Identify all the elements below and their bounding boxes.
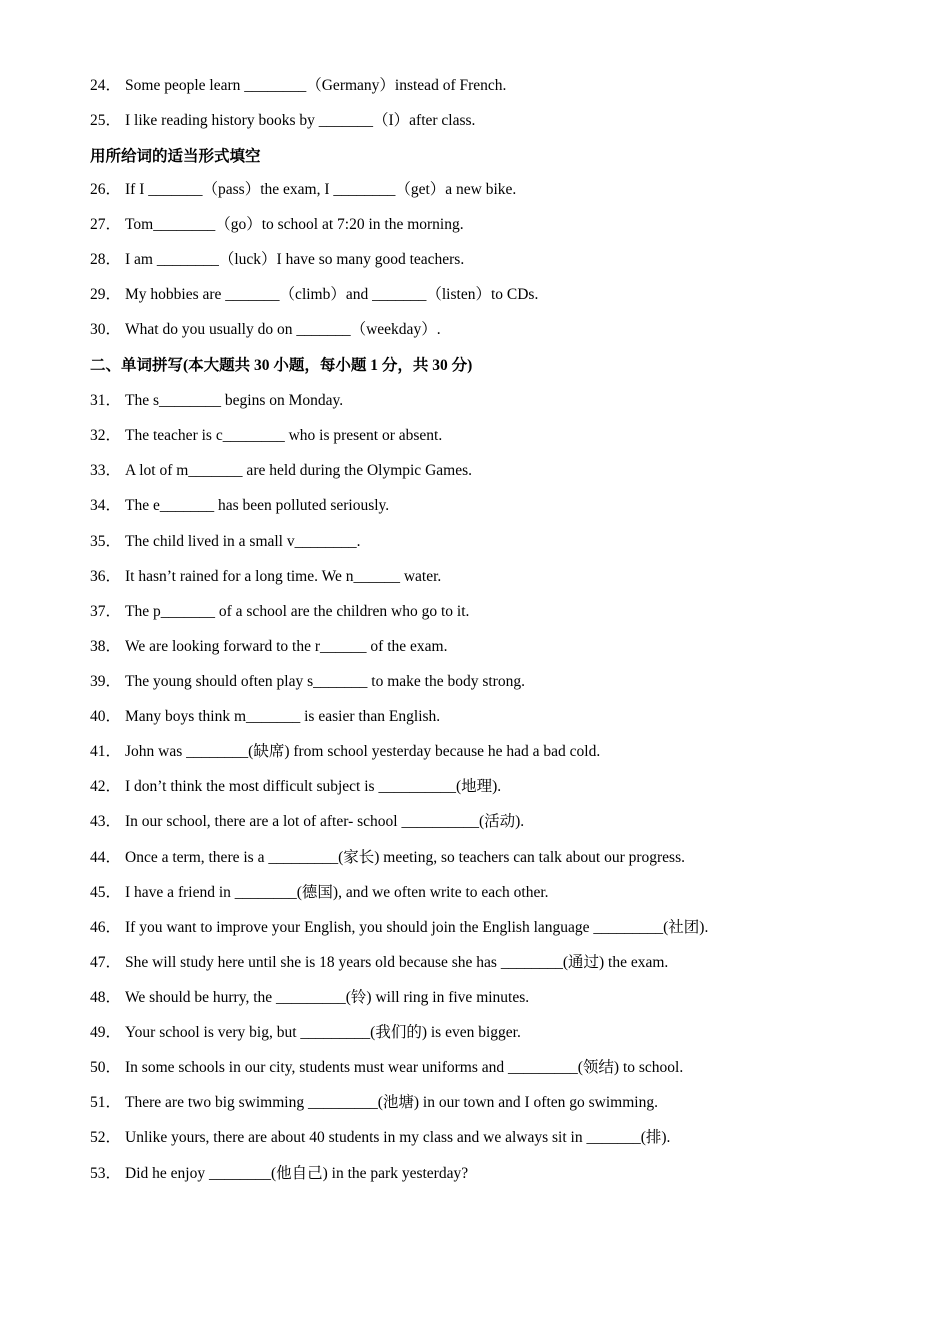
question-number: 25． — [90, 112, 122, 129]
question-number: 43． — [90, 813, 122, 830]
question-number: 51． — [90, 1094, 122, 1111]
question-item — [90, 918, 708, 938]
question-number: 29． — [90, 286, 122, 303]
question-item — [90, 777, 501, 797]
question-text: Once a term, there is a _________(家长) meeting, so teachers can talk about our progress. — [125, 849, 685, 866]
question-item — [90, 883, 549, 903]
question-text: There are two big swimming _________(池塘) in our town and I often go swimming. — [125, 1094, 658, 1111]
question-item — [90, 742, 600, 762]
question-item — [90, 602, 469, 622]
question-item — [90, 707, 440, 727]
question-text: The e_______ has been polluted seriously. — [125, 497, 390, 514]
question-item — [90, 532, 361, 552]
question-item — [90, 988, 529, 1008]
question-text: Many boys think m_______ is easier than English. — [125, 708, 441, 725]
question-text: The s________ begins on Monday. — [125, 392, 344, 409]
question-item — [90, 180, 516, 200]
question-text: The young should often play s_______ to make the body strong. — [125, 673, 525, 690]
question-number: 36． — [90, 568, 122, 585]
question-number: 28． — [90, 251, 122, 268]
question-item — [90, 111, 475, 131]
question-number: 37． — [90, 603, 122, 620]
question-number: 47． — [90, 954, 122, 971]
question-item — [90, 1058, 683, 1078]
question-number: 45． — [90, 884, 122, 901]
question-text: A lot of m_______ are held during the Olympic Games. — [125, 462, 472, 479]
question-number: 48． — [90, 989, 122, 1006]
question-number: 46． — [90, 919, 122, 936]
question-item — [90, 672, 525, 692]
question-text: I have a friend in ________(德国), and we often write to each other. — [125, 884, 549, 901]
question-item — [90, 461, 472, 481]
question-item — [90, 496, 389, 516]
question-item — [90, 1164, 468, 1184]
question-item — [90, 1093, 658, 1113]
question-text: It hasn’t rained for a long time. We n______ water. — [125, 568, 442, 585]
question-text: We are looking forward to the r______ of the exam. — [125, 638, 448, 655]
question-text: In some schools in our city, students must wear uniforms and _________(领结) to school. — [125, 1059, 684, 1076]
question-text: I am ________（luck）I have so many good teachers. — [125, 251, 465, 268]
question-item — [90, 391, 343, 411]
question-text: The teacher is c________ who is present or absent. — [125, 427, 443, 444]
question-item — [90, 1128, 670, 1148]
question-text: Tom________（go）to school at 7:20 in the morning. — [125, 216, 464, 233]
question-text: John was ________(缺席) from school yesterday because he had a bad cold. — [125, 743, 601, 760]
question-number: 38． — [90, 638, 122, 655]
question-item — [90, 285, 538, 305]
question-item — [90, 953, 668, 973]
question-text: My hobbies are _______（climb）and _______（listen）to CDs. — [125, 286, 539, 303]
question-item — [90, 320, 441, 340]
question-text: Unlike yours, there are about 40 students in my class and we always sit in _______(排). — [125, 1129, 671, 1146]
question-text: If you want to improve your English, you should join the English language _________(社团). — [125, 919, 709, 936]
question-text: I like reading history books by _______（I）after class. — [125, 112, 476, 129]
question-number: 34． — [90, 497, 122, 514]
question-text: Some people learn ________（Germany）instead of French. — [125, 77, 507, 94]
question-text: If I _______（pass）the exam, I ________（get）a new bike. — [125, 181, 517, 198]
question-number: 52． — [90, 1129, 122, 1146]
question-number: 35． — [90, 533, 122, 550]
question-item — [90, 76, 506, 96]
question-text: The p_______ of a school are the children who go to it. — [125, 603, 470, 620]
question-item — [90, 812, 524, 832]
question-text: In our school, there are a lot of after- school __________(活动). — [125, 813, 525, 830]
question-text: We should be hurry, the _________(铃) will ring in five minutes. — [125, 989, 530, 1006]
question-number: 44． — [90, 849, 122, 866]
question-number: 27． — [90, 216, 122, 233]
question-number: 49． — [90, 1024, 122, 1041]
question-text: She will study here until she is 18 years old because she has ________(通过) the exam. — [125, 954, 669, 971]
question-number: 30． — [90, 321, 122, 338]
question-item — [90, 426, 442, 446]
question-number: 32． — [90, 427, 122, 444]
question-item — [90, 250, 464, 270]
question-number: 24． — [90, 77, 122, 94]
question-number: 26． — [90, 181, 122, 198]
question-number: 39． — [90, 673, 122, 690]
question-item — [90, 848, 685, 868]
question-item — [90, 1023, 521, 1043]
question-item — [90, 215, 464, 235]
question-text: Your school is very big, but _________(我们的) is even bigger. — [125, 1024, 521, 1041]
question-number: 41． — [90, 743, 122, 760]
question-text: The child lived in a small v________. — [125, 533, 361, 550]
question-text: Did he enjoy ________(他自己) in the park yesterday? — [125, 1165, 469, 1182]
question-number: 53． — [90, 1165, 122, 1182]
question-number: 50． — [90, 1059, 122, 1076]
question-number: 33． — [90, 462, 122, 479]
question-number: 42． — [90, 778, 122, 795]
section-heading-spelling: 二、单词拼写(本大题共 30 小题，每小题 1 分，共 30 分) — [90, 357, 473, 374]
question-text: I don’t think the most difficult subject is __________(地理). — [125, 778, 502, 795]
question-number: 31． — [90, 392, 122, 409]
question-text: What do you usually do on _______（weekday）. — [125, 321, 441, 338]
question-item — [90, 637, 447, 657]
question-number: 40． — [90, 708, 122, 725]
question-item — [90, 567, 441, 587]
section-heading-fill: 用所给词的适当形式填空 — [90, 147, 261, 165]
